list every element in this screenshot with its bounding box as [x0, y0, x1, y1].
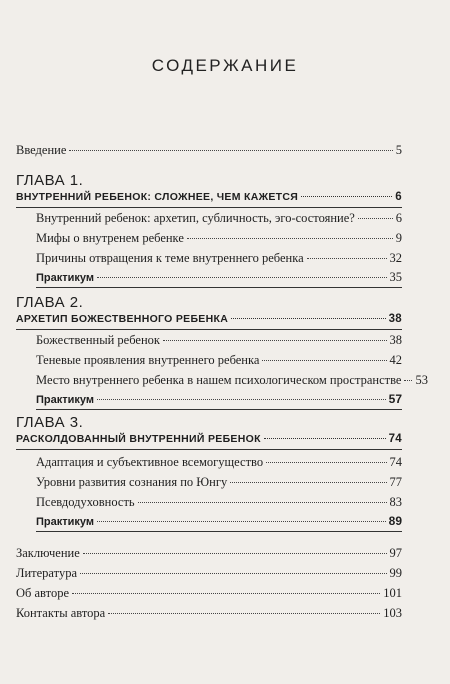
- page-title: СОДЕРЖАНИЕ: [151, 56, 299, 75]
- toc-entry-page: 57: [388, 392, 402, 406]
- toc-entry-page: 42: [389, 353, 402, 367]
- toc-entry-label: Место внутреннего ребенка в нашем психологическом пространстве: [36, 373, 402, 387]
- toc-entry-practicum[interactable]: [36, 270, 402, 285]
- toc-entry-page: 6: [395, 211, 402, 225]
- toc-entry-page: 32: [389, 251, 402, 265]
- toc-entry-label: Уровни развития сознания по Юнгу: [36, 475, 228, 489]
- toc-entry[interactable]: [36, 333, 402, 348]
- toc-entry-label: Адаптация и субъективное всемогущество: [36, 455, 264, 469]
- leader-dots: [404, 380, 412, 381]
- toc-entry-back[interactable]: [16, 566, 402, 581]
- toc-entry[interactable]: [36, 455, 402, 470]
- chapter-divider: [16, 329, 402, 330]
- toc-entry[interactable]: [36, 353, 402, 368]
- leader-dots: [97, 399, 386, 400]
- toc-entry-page: 103: [383, 606, 402, 620]
- toc-entry-page: 89: [388, 514, 402, 528]
- chapter-divider: [36, 531, 402, 532]
- leader-dots: [230, 482, 386, 483]
- chapter-title: ВНУТРЕННИЙ РЕБЕНОК: СЛОЖНЕЕ, ЧЕМ КАЖЕТСЯ: [16, 191, 299, 203]
- toc-entry-page: 77: [389, 475, 402, 489]
- leader-dots: [97, 277, 386, 278]
- toc-entry-label: Псевдодуховность: [36, 495, 135, 509]
- toc-entry-page: 83: [389, 495, 402, 509]
- toc-entry-label: Практикум: [36, 516, 95, 528]
- leader-dots: [231, 318, 386, 319]
- toc-entry[interactable]: [36, 251, 402, 266]
- toc-entry-back[interactable]: [16, 606, 402, 621]
- toc-entry-page: 38: [389, 333, 402, 347]
- leader-dots: [108, 613, 380, 614]
- leader-dots: [83, 553, 387, 554]
- toc-entry-page: 53: [415, 373, 428, 387]
- toc-entry-label: Теневые проявления внутреннего ребенка: [36, 353, 260, 367]
- toc-entry-label: Божественный ребенок: [36, 333, 160, 347]
- leader-dots: [264, 438, 386, 439]
- chapter-heading: ГЛАВА 1.: [16, 172, 84, 189]
- leader-dots: [301, 196, 392, 197]
- toc-entry[interactable]: [36, 495, 402, 510]
- leader-dots: [97, 521, 386, 522]
- toc-entry-label: Мифы о внутренем ребенке: [36, 231, 184, 245]
- toc-entry-label: Заключение: [16, 546, 80, 560]
- leader-dots: [138, 502, 387, 503]
- chapter-title-entry[interactable]: [16, 191, 402, 203]
- toc-entry-label: Практикум: [36, 394, 95, 406]
- chapter-title-entry[interactable]: [16, 433, 402, 445]
- chapter-divider: [36, 287, 402, 288]
- chapter-page: 38: [388, 313, 402, 325]
- toc-entry-label: Причины отвращения к теме внутреннего ребенка: [36, 251, 304, 265]
- toc-entry-page: 9: [395, 231, 402, 245]
- chapter-divider: [16, 207, 402, 208]
- toc-entry-page: 5: [395, 143, 402, 157]
- leader-dots: [72, 593, 380, 594]
- chapter-title-entry[interactable]: [16, 313, 402, 325]
- toc-entry-label: Об авторе: [16, 586, 69, 600]
- leader-dots: [307, 258, 387, 259]
- toc-entry-practicum[interactable]: [36, 392, 402, 406]
- toc-entry-page: 97: [389, 546, 402, 560]
- toc-entry[interactable]: [36, 211, 402, 226]
- leader-dots: [187, 238, 393, 239]
- toc-entry-practicum[interactable]: [36, 514, 402, 528]
- toc-entry-label: Введение: [16, 143, 67, 157]
- toc-entry-intro[interactable]: [16, 143, 402, 158]
- toc-entry[interactable]: [36, 475, 402, 490]
- toc-entry-page: 101: [383, 586, 402, 600]
- leader-dots: [358, 218, 393, 219]
- toc-entry-back[interactable]: [16, 586, 402, 601]
- chapter-page: 74: [388, 433, 402, 445]
- toc-entry-label: Контакты автора: [16, 606, 106, 620]
- leader-dots: [80, 573, 387, 574]
- toc-entry-label: Литература: [16, 566, 77, 580]
- toc-entry-back[interactable]: [16, 546, 402, 561]
- toc-entry-page: 99: [389, 566, 402, 580]
- chapter-heading: ГЛАВА 3.: [16, 414, 84, 431]
- toc-entry-page: 74: [389, 455, 402, 469]
- chapter-page: 6: [395, 191, 402, 203]
- leader-dots: [262, 360, 386, 361]
- toc-entry[interactable]: [36, 373, 428, 388]
- chapter-divider: [16, 449, 402, 450]
- toc-entry-label: Практикум: [36, 272, 95, 284]
- leader-dots: [266, 462, 386, 463]
- chapter-title: РАСКОЛДОВАННЫЙ ВНУТРЕННИЙ РЕБЕНОК: [16, 433, 261, 445]
- toc-entry[interactable]: [36, 231, 402, 246]
- toc-entry-label: Внутренний ребенок: архетип, субличность, эго-состояние?: [36, 211, 355, 225]
- leader-dots: [69, 150, 392, 151]
- leader-dots: [163, 340, 387, 341]
- toc-entry-page: 35: [389, 270, 402, 284]
- chapter-heading: ГЛАВА 2.: [16, 294, 84, 311]
- chapter-title: АРХЕТИП БОЖЕСТВЕННОГО РЕБЕНКА: [16, 313, 229, 325]
- chapter-divider: [36, 409, 402, 410]
